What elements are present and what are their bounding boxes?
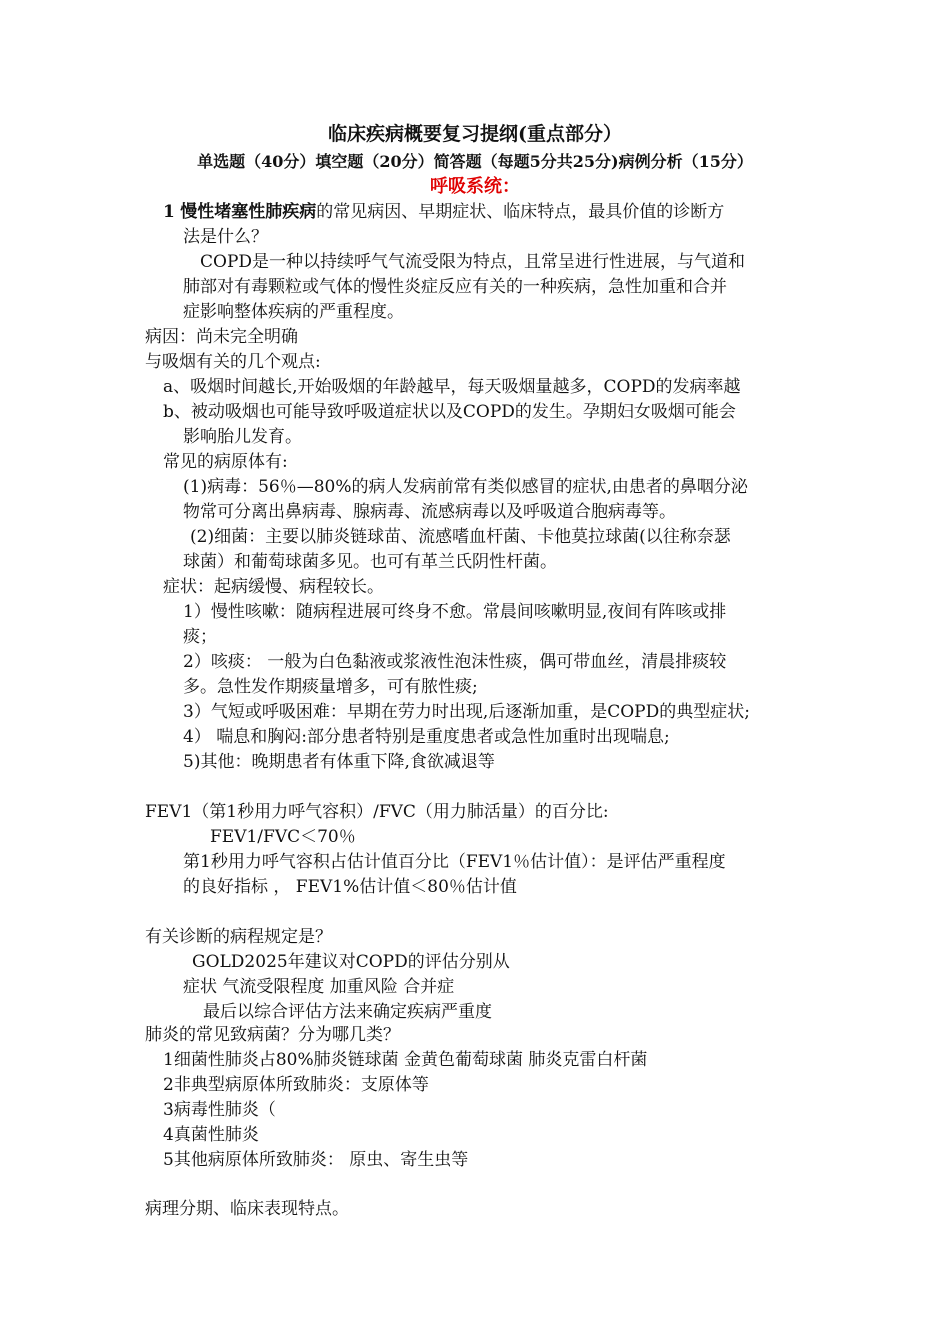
exam-structure-subtitle: 单选题（40分）填空题（20分）简答题（每题5分共25分)病例分析（15分） — [197, 152, 753, 171]
pneumonia-item: 3病毒性肺炎（ — [163, 1100, 276, 1120]
smoking-heading: 与吸烟有关的几个观点: — [145, 352, 321, 372]
document-title: 临床疾病概要复习提纲(重点部分） — [328, 123, 622, 145]
copd-definition-line: COPD是一种以持续呼气气流受限为特点，且常呈进行性进展，与气道和 — [200, 252, 746, 272]
symptom-line: 2）咳痰： 一般为白色黏液或浆液性泡沫性痰，偶可带血丝，清晨排痰较 — [183, 652, 727, 672]
fev-line: 第1秒用力呼气容积占估计值百分比（FEV1％估计值）：是评估严重程度 — [183, 852, 726, 872]
pneumonia-item: 5其他病原体所致肺炎： 原虫、寄生虫等 — [163, 1150, 469, 1170]
fev-line: FEV1/FVC＜70％ — [210, 827, 356, 847]
pneumonia-heading: 肺炎的常见致病菌？分为哪几类？ — [145, 1025, 400, 1045]
smoking-point: b、被动吸烟也可能导致呼吸道症状以及COPD的发生。孕期妇女吸烟可能会 — [163, 402, 736, 422]
diagnosis-line: 症状 气流受限程度 加重风险 合并症 — [183, 977, 455, 997]
pathogen-line: (1)病毒：56％—80%的病人发病前常有类似感冒的症状,由患者的鼻咽分泌 — [183, 477, 748, 497]
fev-heading: FEV1（第1秒用力呼气容积）/FVC（用力肺活量）的百分比: — [145, 802, 609, 822]
question-topic: 慢性堵塞性肺疾病 — [180, 202, 317, 222]
pneumonia-item: 2非典型病原体所致肺炎：支原体等 — [163, 1075, 429, 1095]
question-number: 1 — [163, 202, 175, 222]
symptom-line: 5)其他：晚期患者有体重下降,食欲减退等 — [183, 752, 495, 772]
section-heading-respiratory: 呼吸系统： — [430, 176, 520, 197]
symptom-line: 3）气短或呼吸困难：早期在劳力时出现,后逐渐加重，是COPD的典型症状; — [183, 702, 750, 722]
copd-definition-line: 症影响整体疾病的严重程度。 — [183, 302, 404, 322]
pathology-heading: 病理分期、临床表现特点。 — [145, 1199, 349, 1219]
symptom-line: 痰； — [183, 627, 217, 647]
diagnosis-line: 最后以综合评估方法来确定疾病严重度 — [203, 1002, 492, 1022]
smoking-point-continuation: 影响胎儿发育。 — [183, 427, 302, 447]
pathogen-heading: 常见的病原体有: — [163, 452, 288, 472]
symptom-line: 多。急性发作期痰量增多，可有脓性痰; — [183, 677, 478, 697]
pneumonia-item: 1细菌性肺炎占80%肺炎链球菌 金黄色葡萄球菌 肺炎克雷白杆菌 — [163, 1050, 648, 1070]
fev-line: 的良好指标 ， FEV1%估计值＜80％估计值 — [183, 877, 517, 897]
symptom-heading: 症状：起病缓慢、病程较长。 — [163, 577, 384, 597]
etiology-line: 病因：尚未完全明确 — [145, 327, 298, 347]
symptom-line: 1）慢性咳嗽：随病程进展可终身不愈。常晨间咳嗽明显,夜间有阵咳或排 — [183, 602, 727, 622]
symptom-line: 4） 喘息和胸闷:部分患者特别是重度患者或急性加重时出现喘息; — [183, 727, 670, 747]
pathogen-line: 物常可分离出鼻病毒、腺病毒、流感病毒以及呼吸道合胞病毒等。 — [183, 502, 676, 522]
smoking-point: a、吸烟时间越长,开始吸烟的年龄越早，每天吸烟量越多，COPD的发病率越 — [163, 377, 741, 397]
pneumonia-item: 4真菌性肺炎 — [163, 1125, 259, 1145]
question-1 — [163, 200, 724, 224]
pathogen-line: (2)细菌：主要以肺炎链球苗、流感嗜血杆菌、卡他莫拉球菌(以往称奈瑟 — [190, 527, 731, 547]
question-text: 的常见病因、早期症状、临床特点，最具价值的诊断方 — [316, 202, 725, 222]
pathogen-line: 球菌）和葡萄球菌多见。也可有革兰氏阴性杆菌。 — [183, 552, 557, 572]
question-1-continuation: 法是什么？ — [183, 227, 268, 247]
diagnosis-line: GOLD2025年建议对COPD的评估分别从 — [192, 952, 510, 972]
diagnosis-heading: 有关诊断的病程规定是？ — [145, 927, 332, 947]
copd-definition-line: 肺部对有毒颗粒或气体的慢性炎症反应有关的一种疾病，急性加重和合并 — [183, 277, 727, 297]
